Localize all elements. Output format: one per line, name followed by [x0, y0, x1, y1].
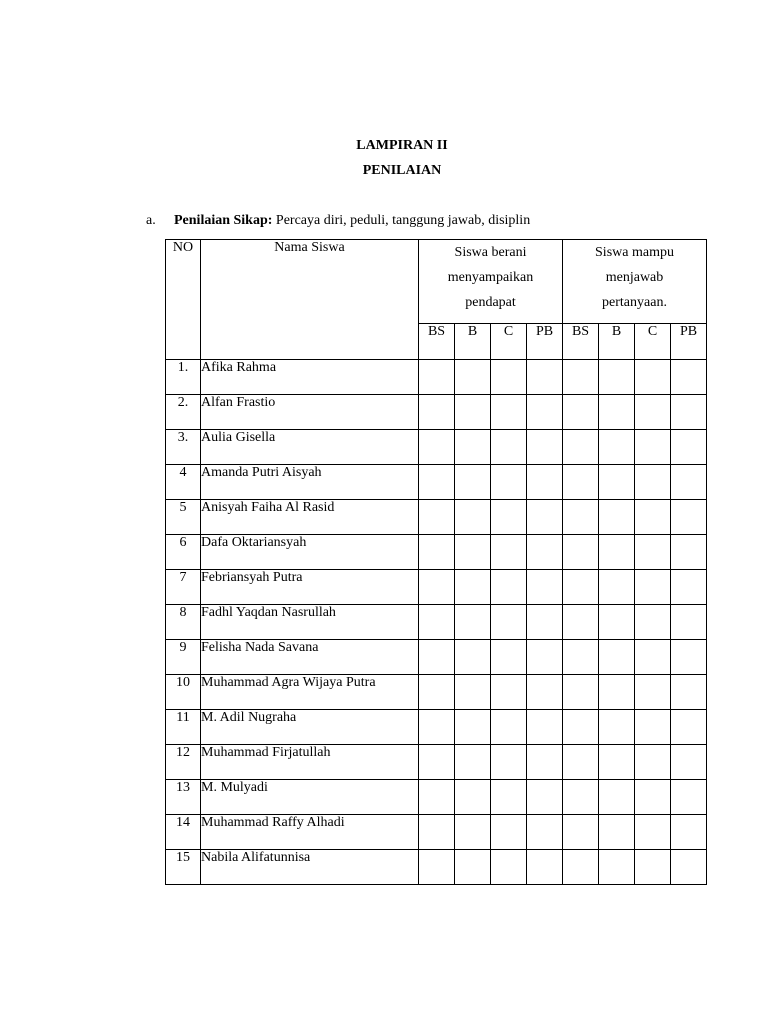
score-cell[interactable] [671, 675, 707, 710]
student-name: M. Adil Nugraha [201, 710, 419, 745]
score-cell[interactable] [491, 360, 527, 395]
score-cell[interactable] [455, 815, 491, 850]
score-cell[interactable] [455, 675, 491, 710]
score-cell[interactable] [635, 640, 671, 675]
section-label: Penilaian Sikap: [174, 213, 273, 228]
score-cell[interactable] [419, 430, 455, 465]
student-number: 14 [166, 815, 201, 850]
student-name: Febriansyah Putra [201, 570, 419, 605]
score-cell[interactable] [563, 675, 599, 710]
score-cell[interactable] [635, 850, 671, 885]
score-cell[interactable] [671, 430, 707, 465]
subheader-c: C [491, 324, 527, 360]
score-cell[interactable] [671, 535, 707, 570]
score-cell[interactable] [599, 500, 635, 535]
score-cell[interactable] [671, 850, 707, 885]
score-cell[interactable] [419, 535, 455, 570]
score-cell[interactable] [635, 535, 671, 570]
score-cell[interactable] [635, 360, 671, 395]
score-cell[interactable] [527, 745, 563, 780]
score-cell[interactable] [671, 640, 707, 675]
score-cell[interactable] [599, 360, 635, 395]
student-number: 10 [166, 675, 201, 710]
score-cell[interactable] [419, 465, 455, 500]
score-cell[interactable] [527, 535, 563, 570]
score-cell[interactable] [671, 395, 707, 430]
student-name: M. Mulyadi [201, 780, 419, 815]
score-cell[interactable] [635, 430, 671, 465]
score-cell[interactable] [671, 710, 707, 745]
score-cell[interactable] [419, 710, 455, 745]
criterion-1-line: pendapat [465, 295, 516, 310]
criterion-1-line: menyampaikan [447, 270, 534, 285]
score-cell[interactable] [455, 745, 491, 780]
section-heading [146, 213, 530, 229]
score-cell[interactable] [527, 570, 563, 605]
score-cell[interactable] [563, 815, 599, 850]
table-row [166, 535, 707, 570]
score-cell[interactable] [599, 640, 635, 675]
student-name: Muhammad Agra Wijaya Putra [201, 675, 419, 710]
score-cell[interactable] [527, 500, 563, 535]
score-cell[interactable] [563, 640, 599, 675]
student-number: 11 [166, 710, 201, 745]
student-number: 1. [166, 360, 201, 395]
score-cell[interactable] [419, 745, 455, 780]
score-cell[interactable] [527, 710, 563, 745]
student-name: Fadhl Yaqdan Nasrullah [201, 605, 419, 640]
score-cell[interactable] [563, 710, 599, 745]
score-cell[interactable] [635, 465, 671, 500]
student-name: Afika Rahma [201, 360, 419, 395]
score-cell[interactable] [599, 815, 635, 850]
student-number: 12 [166, 745, 201, 780]
score-cell[interactable] [599, 570, 635, 605]
score-cell[interactable] [599, 675, 635, 710]
score-cell[interactable] [491, 500, 527, 535]
student-name: Amanda Putri Aisyah [201, 465, 419, 500]
criterion-1-line: Siswa berani [454, 245, 527, 260]
score-cell[interactable] [491, 465, 527, 500]
score-cell[interactable] [491, 605, 527, 640]
score-cell[interactable] [599, 780, 635, 815]
subheader-pb: PB [527, 324, 563, 360]
score-cell[interactable] [635, 745, 671, 780]
score-cell[interactable] [599, 465, 635, 500]
student-number: 5 [166, 500, 201, 535]
criterion-2-line: menjawab [605, 270, 664, 285]
criterion-2-line: Siswa mampu [595, 245, 674, 260]
header-student-name: Nama Siswa [201, 240, 419, 360]
table-row [166, 780, 707, 815]
score-cell[interactable] [455, 360, 491, 395]
score-cell[interactable] [599, 605, 635, 640]
score-cell[interactable] [635, 675, 671, 710]
score-cell[interactable] [419, 570, 455, 605]
table-header-row [166, 240, 707, 324]
score-cell[interactable] [635, 570, 671, 605]
score-cell[interactable] [419, 640, 455, 675]
score-cell[interactable] [419, 815, 455, 850]
student-name: Muhammad Firjatullah [201, 745, 419, 780]
table-row [166, 815, 707, 850]
appendix-title: LAMPIRAN II [356, 138, 448, 153]
score-cell[interactable] [635, 710, 671, 745]
score-cell[interactable] [455, 605, 491, 640]
table-body [166, 360, 707, 885]
score-cell[interactable] [671, 605, 707, 640]
student-number: 7 [166, 570, 201, 605]
table-row [166, 465, 707, 500]
table-row [166, 850, 707, 885]
score-cell[interactable] [419, 605, 455, 640]
score-cell[interactable] [491, 780, 527, 815]
score-cell[interactable] [671, 570, 707, 605]
score-cell[interactable] [491, 430, 527, 465]
score-cell[interactable] [563, 745, 599, 780]
student-number: 15 [166, 850, 201, 885]
score-cell[interactable] [527, 430, 563, 465]
score-cell[interactable] [455, 710, 491, 745]
section-text: Percaya diri, peduli, tanggung jawab, disiplin [272, 213, 531, 228]
score-cell[interactable] [563, 780, 599, 815]
score-cell[interactable] [671, 500, 707, 535]
score-cell[interactable] [491, 570, 527, 605]
score-cell[interactable] [635, 815, 671, 850]
score-cell[interactable] [419, 780, 455, 815]
score-cell[interactable] [599, 395, 635, 430]
table-row [166, 570, 707, 605]
table-row [166, 360, 707, 395]
score-cell[interactable] [527, 360, 563, 395]
score-cell[interactable] [455, 500, 491, 535]
score-cell[interactable] [527, 640, 563, 675]
student-name: Alfan Frastio [201, 395, 419, 430]
score-cell[interactable] [599, 535, 635, 570]
score-cell[interactable] [455, 780, 491, 815]
score-cell[interactable] [563, 360, 599, 395]
score-cell[interactable] [419, 500, 455, 535]
score-cell[interactable] [563, 430, 599, 465]
score-cell[interactable] [491, 850, 527, 885]
score-cell[interactable] [563, 535, 599, 570]
student-number: 6 [166, 535, 201, 570]
score-cell[interactable] [491, 395, 527, 430]
student-name: Aulia Gisella [201, 430, 419, 465]
table-row [166, 640, 707, 675]
header-criterion-2 [563, 240, 707, 324]
student-name: Nabila Alifatunnisa [201, 850, 419, 885]
subheader-b: B [599, 324, 635, 360]
table-row [166, 430, 707, 465]
score-cell[interactable] [455, 570, 491, 605]
score-cell[interactable] [455, 640, 491, 675]
score-cell[interactable] [635, 605, 671, 640]
subheader-b: B [455, 324, 491, 360]
table-row [166, 710, 707, 745]
score-cell[interactable] [671, 745, 707, 780]
score-cell[interactable] [671, 780, 707, 815]
section-marker: a. [146, 213, 156, 228]
score-cell[interactable] [491, 745, 527, 780]
score-cell[interactable] [491, 710, 527, 745]
score-cell[interactable] [527, 605, 563, 640]
score-cell[interactable] [527, 465, 563, 500]
student-name: Muhammad Raffy Alhadi [201, 815, 419, 850]
table-row [166, 395, 707, 430]
score-cell[interactable] [671, 815, 707, 850]
attitude-assessment-table [165, 239, 707, 885]
score-cell[interactable] [635, 500, 671, 535]
score-cell[interactable] [671, 360, 707, 395]
score-cell[interactable] [455, 430, 491, 465]
assessment-title: PENILAIAN [362, 163, 442, 178]
table-row [166, 605, 707, 640]
student-name: Anisyah Faiha Al Rasid [201, 500, 419, 535]
score-cell[interactable] [563, 395, 599, 430]
header-no: NO [166, 240, 201, 360]
student-name: Dafa Oktariansyah [201, 535, 419, 570]
score-cell[interactable] [527, 850, 563, 885]
score-cell[interactable] [419, 395, 455, 430]
score-cell[interactable] [455, 535, 491, 570]
student-number: 3. [166, 430, 201, 465]
subheader-bs: BS [563, 324, 599, 360]
score-cell[interactable] [599, 745, 635, 780]
score-cell[interactable] [491, 675, 527, 710]
score-cell[interactable] [419, 360, 455, 395]
table-row [166, 675, 707, 710]
subheader-c: C [635, 324, 671, 360]
score-cell[interactable] [599, 850, 635, 885]
score-cell[interactable] [455, 465, 491, 500]
score-cell[interactable] [527, 675, 563, 710]
score-cell[interactable] [527, 780, 563, 815]
score-cell[interactable] [563, 465, 599, 500]
student-number: 8 [166, 605, 201, 640]
table-row [166, 500, 707, 535]
score-cell[interactable] [563, 500, 599, 535]
score-cell[interactable] [563, 605, 599, 640]
student-number: 4 [166, 465, 201, 500]
score-cell[interactable] [635, 395, 671, 430]
score-cell[interactable] [491, 535, 527, 570]
score-cell[interactable] [635, 780, 671, 815]
subheader-pb: PB [671, 324, 707, 360]
score-cell[interactable] [527, 815, 563, 850]
score-cell[interactable] [491, 640, 527, 675]
criterion-2-line: pertanyaan. [602, 295, 667, 310]
student-number: 13 [166, 780, 201, 815]
score-cell[interactable] [563, 570, 599, 605]
subheader-bs: BS [419, 324, 455, 360]
table-row [166, 745, 707, 780]
header-criterion-1 [419, 240, 563, 324]
score-cell[interactable] [527, 395, 563, 430]
score-cell[interactable] [599, 430, 635, 465]
score-cell[interactable] [455, 850, 491, 885]
score-cell[interactable] [671, 465, 707, 500]
student-number: 2. [166, 395, 201, 430]
student-name: Felisha Nada Savana [201, 640, 419, 675]
score-cell[interactable] [419, 850, 455, 885]
score-cell[interactable] [599, 710, 635, 745]
score-cell[interactable] [455, 395, 491, 430]
score-cell[interactable] [563, 850, 599, 885]
student-number: 9 [166, 640, 201, 675]
score-cell[interactable] [419, 675, 455, 710]
score-cell[interactable] [491, 815, 527, 850]
